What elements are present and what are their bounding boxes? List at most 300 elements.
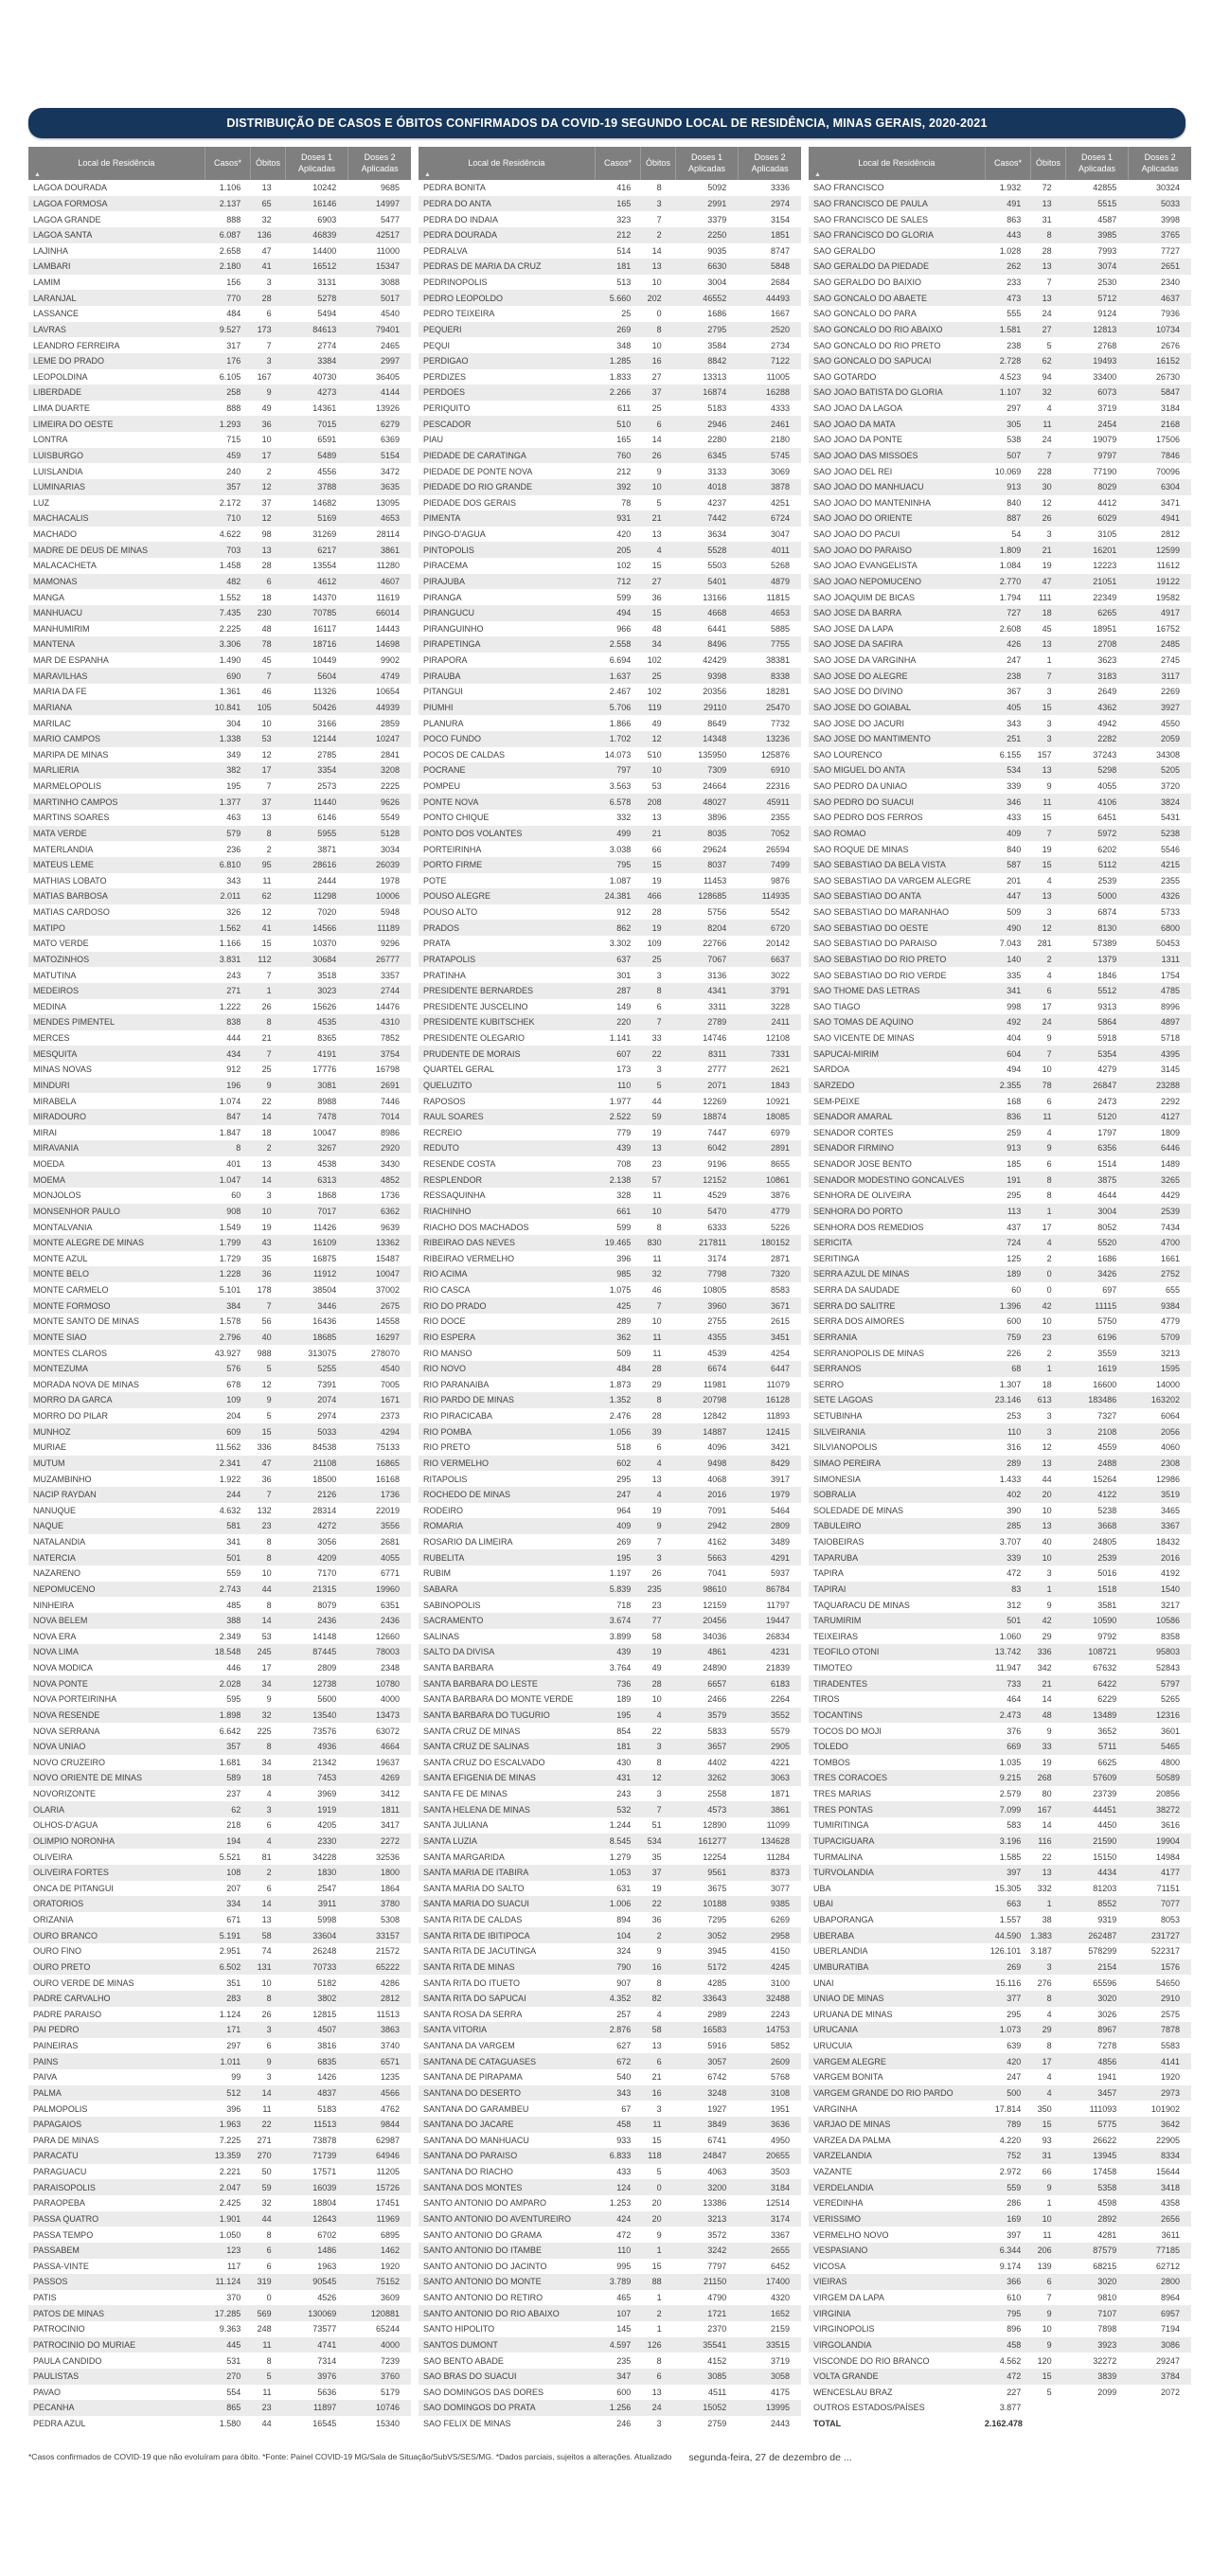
cell-doses1: 2708 — [1097, 639, 1117, 650]
cell-local: MONTE BELO — [33, 1269, 90, 1279]
cell-doses1: 20356 — [703, 687, 727, 697]
cell-obitos: 6 — [266, 2261, 272, 2271]
cell-doses1: 12269 — [703, 1096, 727, 1106]
table-row — [419, 810, 801, 826]
table-row — [419, 967, 801, 983]
cell-casos: 465 — [616, 2293, 632, 2303]
cell-obitos: 2 — [1046, 954, 1052, 964]
table-row — [28, 2179, 411, 2195]
cell-casos: 7.043 — [999, 939, 1022, 949]
cell-obitos: 13 — [1042, 293, 1052, 303]
cell-doses1: 4055 — [1097, 781, 1117, 792]
cell-casos: 2.876 — [609, 2025, 632, 2035]
cell-local: UNIAO DE MINAS — [813, 1994, 884, 2004]
table-row — [419, 1723, 801, 1739]
cell-casos: 189 — [1007, 1269, 1022, 1279]
cell-doses1: 46552 — [703, 293, 727, 303]
table-row — [809, 2038, 1191, 2054]
cell-local: RIACHO DOS MACHADOS — [423, 1222, 529, 1232]
cell-doses2: 4215 — [1160, 860, 1180, 870]
cell-doses1: 3262 — [707, 1773, 727, 1783]
cell-doses1: 3976 — [317, 2371, 337, 2382]
cell-local: SANTANA DE PIRAPAMA — [423, 2072, 523, 2083]
cell-doses1: 3023 — [317, 986, 337, 996]
cell-local: PASSOS — [33, 2277, 68, 2287]
cell-casos: 1.549 — [219, 1222, 241, 1232]
cell-doses2: 14698 — [375, 639, 400, 650]
cell-local: SAO JOAO EVANGELISTA — [813, 561, 918, 571]
cell-obitos: 24 — [1042, 309, 1052, 319]
cell-casos: 207 — [226, 1883, 241, 1893]
cell-casos: 125 — [1007, 1253, 1022, 1263]
table-row — [28, 290, 411, 306]
cell-obitos: 3 — [656, 970, 662, 980]
cell-doses1: 12815 — [312, 2009, 337, 2019]
cell-casos: 339 — [1007, 781, 1022, 792]
table-row — [419, 668, 801, 684]
cell-doses1: 18951 — [1093, 623, 1117, 634]
cell-local: SANTA LUZIA — [423, 1835, 477, 1846]
table-row — [28, 2007, 411, 2023]
cell-obitos: 21 — [261, 1033, 272, 1044]
cell-doses2: 4269 — [380, 1773, 400, 1783]
cell-obitos: 11 — [652, 1253, 662, 1263]
cell-casos: 409 — [616, 1521, 632, 1531]
cell-doses2: 13473 — [375, 1709, 400, 1720]
cell-doses2: 1811 — [381, 1804, 400, 1815]
cell-local: SANTANA DOS MONTES — [423, 2182, 523, 2192]
cell-casos: 1.084 — [999, 561, 1022, 571]
cell-doses1: 4285 — [707, 1977, 727, 1988]
cell-local: SALTO DA DIVISA — [423, 1647, 495, 1657]
cell-doses1: 29110 — [703, 702, 727, 712]
cell-casos: 233 — [1007, 277, 1022, 288]
cell-local: VEREDINHA — [813, 2198, 864, 2209]
cell-casos: 251 — [1007, 734, 1022, 744]
cell-obitos: 25 — [651, 403, 662, 414]
cell-doses1: 3311 — [707, 1001, 727, 1011]
cell-obitos: 2 — [1046, 1253, 1052, 1263]
cell-local: SAO TIAGO — [813, 1001, 861, 1011]
cell-casos: 671 — [226, 1915, 241, 1925]
table-row — [809, 888, 1191, 904]
cell-casos: 6.810 — [219, 860, 241, 870]
cell-doses1: 2473 — [1097, 1096, 1117, 1106]
cell-doses1: 5512 — [1097, 986, 1117, 996]
cell-doses2: 3556 — [380, 1521, 400, 1531]
cell-local: MATIPO — [33, 922, 65, 933]
cell-obitos: 9 — [1046, 1143, 1052, 1154]
cell-casos: 9.215 — [999, 1773, 1022, 1783]
cell-casos: 1.873 — [609, 1379, 632, 1389]
cell-local: MONTE AZUL — [33, 1253, 88, 1263]
cell-obitos: 15 — [651, 2261, 662, 2271]
cell-doses2: 37002 — [375, 1285, 400, 1296]
cell-casos: 484 — [616, 1364, 632, 1374]
cell-doses1: 3816 — [317, 2041, 337, 2051]
cell-casos: 324 — [616, 1946, 632, 1957]
table-row — [28, 731, 411, 747]
cell-local: NANUQUE — [33, 1505, 77, 1515]
cell-local: PEDRA DOURADA — [423, 230, 498, 241]
cell-casos: 583 — [1007, 1820, 1022, 1831]
cell-local: SAO JOSE DO MANTIMENTO — [813, 734, 931, 744]
cell-obitos: 19 — [651, 1127, 662, 1137]
cell-doses2: 3208 — [380, 765, 400, 776]
cell-doses2: 6279 — [380, 419, 400, 429]
cell-doses1: 12643 — [312, 2213, 337, 2224]
table-row — [809, 1565, 1191, 1582]
table-row — [809, 1518, 1191, 1534]
cell-doses1: 9792 — [1097, 1631, 1117, 1641]
cell-doses2: 77185 — [1155, 2245, 1180, 2256]
cell-local: UNAI — [813, 1977, 834, 1988]
cell-doses1: 11326 — [312, 687, 337, 697]
cell-doses2: 11205 — [376, 2167, 400, 2177]
cell-casos: 295 — [1007, 2009, 1022, 2019]
cell-obitos: 6 — [656, 2371, 662, 2382]
table-row — [28, 1549, 411, 1565]
cell-doses1: 6874 — [1097, 907, 1117, 918]
cell-obitos: 7 — [1046, 1048, 1052, 1059]
cell-doses2: 3430 — [380, 1159, 400, 1170]
cell-casos: 1.228 — [219, 1269, 241, 1279]
cell-local: MARLIERIA — [33, 765, 80, 776]
cell-doses2: 20142 — [765, 939, 790, 949]
cell-obitos: 8 — [266, 1600, 272, 1610]
cell-casos: 317 — [226, 340, 241, 350]
cell-doses2: 2443 — [770, 2419, 790, 2429]
cell-local: PINTOPOLIS — [423, 545, 474, 555]
cell-obitos: 10 — [261, 1206, 272, 1216]
cell-doses2: 3642 — [1160, 2120, 1180, 2130]
table-row — [28, 2305, 411, 2321]
cell-doses1: 21051 — [1093, 576, 1117, 586]
col-header-obitos[interactable]: Óbitos — [250, 147, 284, 180]
cell-doses2: 4254 — [770, 1348, 790, 1358]
cell-local: ORATORIOS — [33, 1899, 84, 1909]
cell-doses2: 2891 — [770, 1143, 790, 1154]
table-row — [419, 684, 801, 700]
cell-casos: 1.361 — [219, 687, 241, 697]
table-row — [28, 1817, 411, 1834]
cell-doses1: 3052 — [707, 1930, 727, 1941]
table-row — [809, 211, 1191, 227]
col-header-doses1[interactable]: Doses 1 Aplicadas — [675, 147, 739, 180]
cell-obitos: 7 — [656, 1017, 662, 1028]
cell-doses1: 5182 — [317, 1977, 337, 1988]
cell-local: RESENDE COSTA — [423, 1159, 496, 1170]
cell-doses1: 18685 — [312, 1332, 337, 1342]
cell-local: SERITINGA — [813, 1253, 860, 1263]
col-header-obitos[interactable]: Óbitos — [640, 147, 674, 180]
cell-obitos: 8 — [266, 1994, 272, 2004]
col-header-doses1[interactable]: Doses 1 Aplicadas — [285, 147, 348, 180]
col-header-local[interactable]: Local de Residência — [468, 157, 545, 168]
cell-local: MANHUMIRIM — [33, 623, 90, 634]
cell-casos: 669 — [1007, 1742, 1022, 1752]
cell-local: LUISBURGO — [33, 450, 84, 460]
cell-doses1: 13313 — [703, 371, 727, 382]
table-row — [28, 1975, 411, 1991]
cell-local: PEQUI — [423, 340, 451, 350]
table-row — [809, 290, 1191, 306]
cell-obitos: 1.383 — [1030, 1930, 1052, 1941]
cell-local: RAPOSOS — [423, 1096, 466, 1106]
cell-casos: 43.927 — [214, 1348, 241, 1358]
cell-obitos: 22 — [651, 1048, 662, 1059]
table-row — [419, 1786, 801, 1802]
cell-doses2: 4127 — [1160, 1112, 1180, 1122]
cell-doses1: 4152 — [707, 2355, 727, 2366]
cell-obitos: 13 — [651, 529, 662, 540]
cell-casos: 104 — [616, 1930, 632, 1941]
cell-local: SAO SEBASTIAO DO OESTE — [813, 922, 929, 933]
cell-casos: 304 — [226, 718, 241, 728]
cell-doses2: 2340 — [1160, 277, 1180, 288]
cell-doses2: 26594 — [765, 844, 790, 854]
cell-local: ROSARIO DA LIMEIRA — [423, 1537, 513, 1547]
cell-local: SILVIANOPOLIS — [813, 1442, 878, 1453]
cell-doses2: 1843 — [770, 1080, 790, 1090]
cell-obitos: 33 — [651, 1033, 662, 1044]
cell-casos: 447 — [1007, 891, 1022, 902]
cell-local: MIRADOURO — [33, 1112, 86, 1122]
cell-doses2: 15726 — [375, 2182, 400, 2192]
cell-casos: 661 — [616, 1206, 632, 1216]
cell-casos: 437 — [1007, 1222, 1022, 1232]
cell-obitos: 32 — [261, 214, 272, 224]
cell-doses2: 5205 — [1160, 765, 1180, 776]
cell-obitos: 22 — [261, 1096, 272, 1106]
footer-note: *Casos confirmados de COVID-19 que não evoluíram para óbito. *Fonte: Painel COVID-19 MG/Sala de Situação/SubVS/SES/MG. *Dados parciais, sujeitos a alterações. Atualizado — [28, 2452, 672, 2461]
cell-doses1: 7453 — [317, 1773, 337, 1783]
cell-casos: 4.352 — [609, 1994, 632, 2004]
cell-doses1: 11298 — [312, 891, 337, 902]
cell-obitos: 47 — [261, 245, 272, 256]
cell-obitos: 95 — [261, 860, 272, 870]
cell-doses1: 22766 — [703, 939, 727, 949]
cell-doses1: 3911 — [317, 1899, 337, 1909]
cell-casos: 538 — [1007, 435, 1022, 445]
cell-doses2: 2436 — [380, 1616, 400, 1626]
cell-obitos: 569 — [257, 2308, 272, 2318]
cell-local: TURVOLANDIA — [813, 1868, 874, 1878]
table-row — [28, 416, 411, 432]
cell-local: SAO JOAO DO PARAISO — [813, 545, 912, 555]
cell-doses1: 33400 — [1093, 371, 1117, 382]
cell-doses1: 111093 — [1089, 2103, 1117, 2114]
cell-local: PAI PEDRO — [33, 2025, 80, 2035]
cell-obitos: 82 — [651, 1994, 662, 2004]
cell-obitos: 32 — [261, 2198, 272, 2209]
cell-casos: 271 — [226, 986, 241, 996]
cell-casos: 1.847 — [219, 1127, 241, 1137]
cell-doses1: 4209 — [317, 1552, 337, 1563]
cell-obitos: 15 — [261, 939, 272, 949]
table-row — [419, 306, 801, 322]
table-row — [28, 369, 411, 385]
cell-local: MORADA NOVA DE MINAS — [33, 1379, 139, 1389]
sort-asc-icon[interactable]: ▲ — [34, 171, 41, 178]
cell-local: OURO VERDE DE MINAS — [33, 1977, 134, 1988]
cell-doses2: 16865 — [375, 1458, 400, 1468]
cell-doses1: 1686 — [1097, 1253, 1117, 1263]
cell-local: SAO JOAO DA LAGOA — [813, 403, 903, 414]
cell-doses2: 1311 — [1161, 954, 1180, 964]
cell-casos: 1.352 — [609, 1395, 632, 1405]
cell-doses1: 6229 — [1097, 1694, 1117, 1705]
cell-obitos: 0 — [1046, 1269, 1052, 1279]
sort-asc-icon[interactable]: ▲ — [814, 171, 821, 178]
cell-local: SAO JOAO NEPOMUCENO — [813, 576, 922, 586]
cell-casos: 708 — [616, 1159, 632, 1170]
cell-doses2: 2958 — [770, 1930, 790, 1941]
cell-doses2: 125876 — [760, 749, 790, 760]
cell-doses2: 3154 — [770, 214, 790, 224]
cell-doses1: 5604 — [317, 671, 337, 681]
cell-casos: 854 — [616, 1726, 632, 1736]
cell-doses2: 3367 — [1160, 1521, 1180, 1531]
cell-local: NEPOMUCENO — [33, 1583, 96, 1594]
cell-doses1: 6313 — [317, 1174, 337, 1185]
cell-casos: 23.146 — [994, 1395, 1022, 1405]
cell-doses2: 13995 — [765, 2403, 790, 2413]
table-row — [809, 2385, 1191, 2401]
col-header-local[interactable]: Local de Residência — [78, 157, 155, 168]
cell-doses1: 4205 — [317, 1820, 337, 1831]
col-header-local[interactable]: Local de Residência — [858, 157, 936, 168]
table-row — [809, 2195, 1191, 2211]
cell-local: PITANGUI — [423, 687, 463, 697]
cell-local: PERDIGAO — [423, 356, 469, 367]
cell-doses1: 4162 — [707, 1537, 727, 1547]
cell-local: PEDRO LEOPOLDO — [423, 293, 504, 303]
cell-doses2: 7727 — [1160, 245, 1180, 256]
cell-local: VERISSIMO — [813, 2213, 862, 2224]
col-header-doses1[interactable]: Doses 1 Aplicadas — [1065, 147, 1129, 180]
cell-obitos: 19 — [1042, 1757, 1052, 1767]
table-row — [419, 1927, 801, 1943]
cell-local: SETUBINHA — [813, 1411, 863, 1422]
cell-doses2: 1920 — [380, 2261, 400, 2271]
table-row — [809, 1235, 1191, 1251]
col-header-casos[interactable]: Casos* — [205, 147, 250, 180]
cell-obitos: 7 — [1046, 450, 1052, 460]
cell-local: MANHUACU — [33, 608, 83, 618]
table-row — [809, 2243, 1191, 2259]
cell-doses1: 26847 — [1093, 1080, 1117, 1090]
cell-doses2: 3863 — [380, 2025, 400, 2035]
cell-casos: 439 — [616, 1647, 632, 1657]
table-row — [28, 1834, 411, 1850]
cell-local: PONTO CHIQUE — [423, 813, 490, 823]
cell-casos: 168 — [1007, 1096, 1022, 1106]
cell-obitos: 10 — [651, 340, 662, 350]
col-header-casos[interactable]: Casos* — [595, 147, 640, 180]
cell-obitos: 7 — [266, 671, 272, 681]
cell-doses1: 4096 — [707, 1442, 727, 1453]
cell-obitos: 7 — [266, 970, 272, 980]
cell-casos: 501 — [226, 1552, 241, 1563]
table-row — [809, 1549, 1191, 1565]
cell-local: TARUMIRIM — [813, 1616, 862, 1626]
cell-local: SANTA CRUZ DO ESCALVADO — [423, 1757, 545, 1767]
cell-obitos: 65 — [261, 198, 272, 208]
col-header-doses2[interactable]: Doses 2 Aplicadas — [1128, 147, 1191, 180]
cell-local: MACHADO — [33, 529, 78, 540]
cell-doses1: 1619 — [1097, 1364, 1117, 1374]
cell-doses1: 26248 — [312, 1946, 337, 1957]
table-row — [28, 2227, 411, 2243]
cell-casos: 510 — [616, 419, 632, 429]
cell-local: LASSANCE — [33, 309, 80, 319]
table-row — [28, 2369, 411, 2385]
sort-asc-icon[interactable]: ▲ — [424, 171, 431, 178]
cell-obitos: 10 — [261, 718, 272, 728]
cell-doses1: 12738 — [312, 1678, 337, 1689]
cell-casos: 2.728 — [999, 356, 1022, 367]
cell-doses2: 30324 — [1155, 183, 1180, 193]
cell-casos: 312 — [1007, 1600, 1022, 1610]
table-row — [809, 542, 1191, 558]
cell-casos: 4.562 — [999, 2355, 1022, 2366]
cell-doses1: 7797 — [707, 2261, 727, 2271]
table-row — [28, 1109, 411, 1125]
cell-obitos: 3 — [266, 356, 272, 367]
cell-local: PIEDADE DE PONTE NOVA — [423, 466, 533, 476]
cell-obitos: 14 — [261, 1616, 272, 1626]
cell-casos: 894 — [616, 1915, 632, 1925]
col-header-doses2[interactable]: Doses 2 Aplicadas — [348, 147, 411, 180]
table-row — [809, 2305, 1191, 2321]
table-row — [809, 873, 1191, 889]
cell-local: TOCOS DO MOJI — [813, 1726, 882, 1736]
table-row — [809, 2211, 1191, 2227]
cell-doses1: 13166 — [703, 592, 727, 602]
cell-doses1: 6591 — [317, 435, 337, 445]
table-row — [809, 2164, 1191, 2180]
cell-local: SERRANIA — [813, 1332, 858, 1342]
col-header-casos[interactable]: Casos* — [985, 147, 1030, 180]
cell-doses2: 54650 — [1155, 1977, 1180, 1988]
cell-doses2: 16168 — [375, 1474, 400, 1484]
cell-doses1: 7017 — [317, 1206, 337, 1216]
cell-doses1: 135950 — [698, 749, 727, 760]
table-row — [28, 322, 411, 338]
table-row — [28, 2211, 411, 2227]
col-header-doses2[interactable]: Doses 2 Aplicadas — [738, 147, 801, 180]
cell-doses1: 2539 — [1097, 875, 1117, 886]
cell-local: URUCUIA — [813, 2041, 853, 2051]
cell-casos: 3.877 — [999, 2403, 1022, 2413]
cell-local: PIRANGA — [423, 592, 462, 602]
cell-obitos: 120 — [1037, 2355, 1052, 2366]
cell-doses2: 1809 — [1160, 1127, 1180, 1137]
cell-casos: 2.558 — [609, 639, 632, 650]
cell-doses1: 4272 — [317, 1521, 337, 1531]
col-header-obitos[interactable]: Óbitos — [1030, 147, 1064, 180]
cell-obitos: 6 — [266, 1883, 272, 1893]
cell-obitos: 4 — [266, 1835, 272, 1846]
cell-local: SANTOS DUMONT — [423, 2339, 498, 2350]
cell-obitos: 8 — [266, 828, 272, 838]
cell-doses1: 2108 — [1097, 1426, 1117, 1437]
cell-doses1: 2016 — [707, 1490, 727, 1500]
cell-doses1: 3788 — [317, 482, 337, 492]
cell-doses1: 3267 — [317, 1143, 337, 1154]
cell-doses1: 87579 — [1093, 2245, 1117, 2256]
